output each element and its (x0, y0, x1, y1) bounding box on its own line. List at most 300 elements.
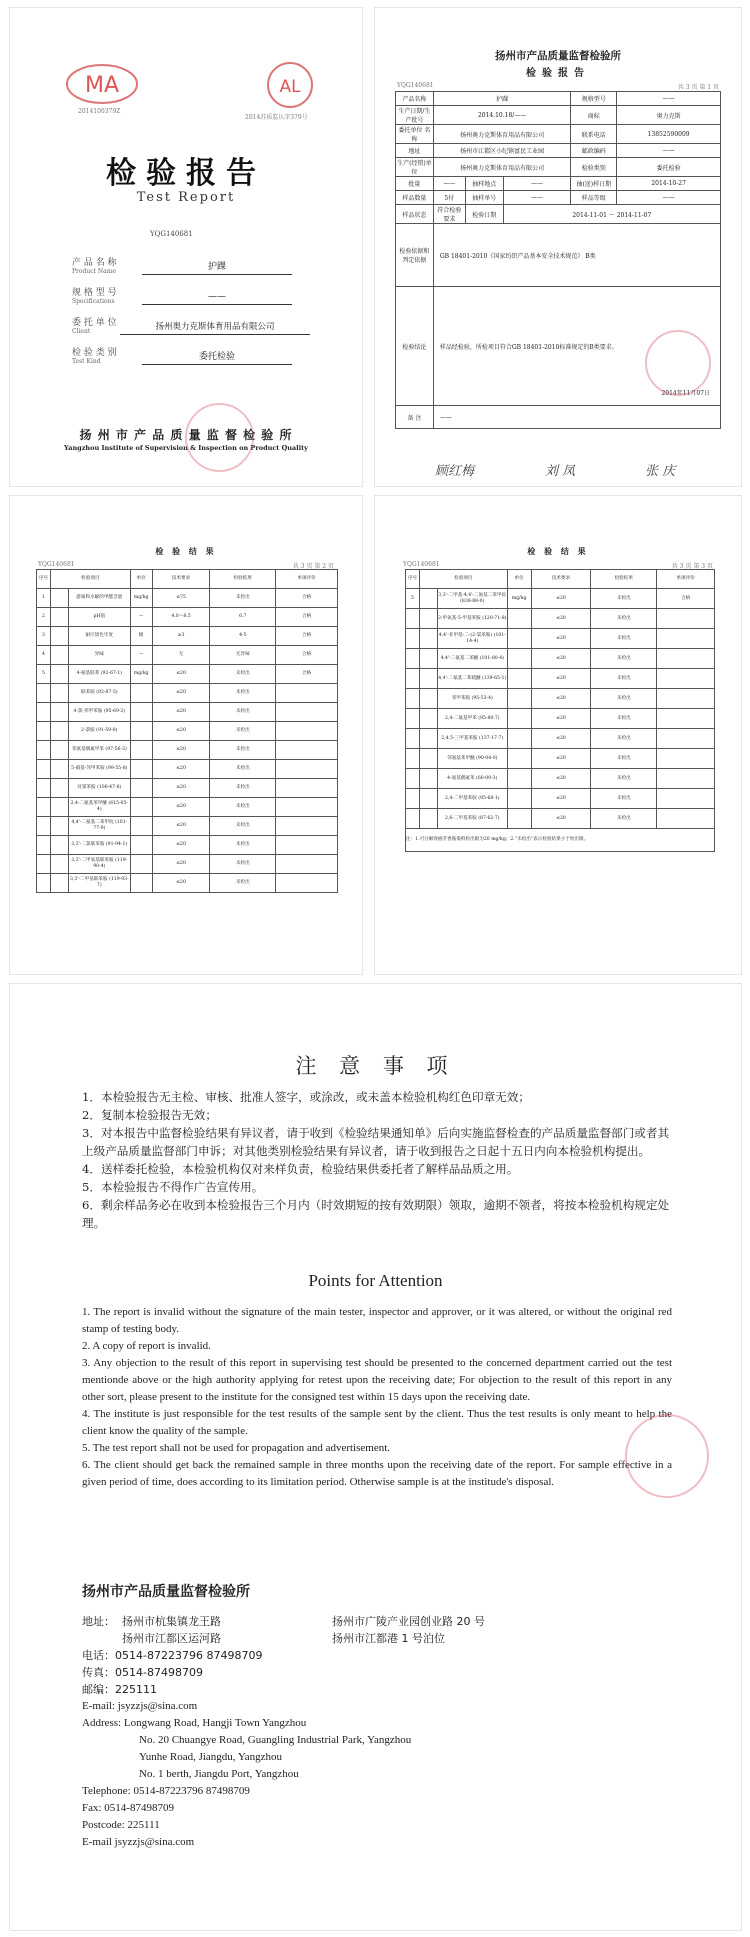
notice-page (10, 984, 741, 1930)
address-line-1 (82, 1613, 682, 1630)
cell (406, 789, 420, 809)
cell: ≤20 (152, 665, 210, 684)
cell (419, 809, 437, 829)
cell (50, 874, 68, 893)
cell: —— (433, 177, 465, 191)
cell: 4-氯-邻甲苯胺 (95-69-2) (68, 703, 130, 722)
cell: mg/kg (130, 589, 152, 608)
cell: ≤20 (531, 609, 591, 629)
cell (507, 709, 531, 729)
cell: 级 (130, 627, 152, 646)
cell (276, 874, 338, 893)
model-value: —— (142, 290, 292, 305)
red-stamp (185, 403, 254, 472)
cell (419, 689, 437, 709)
cover-page (10, 8, 362, 486)
cell (37, 703, 51, 722)
list-item: 5．本检验报告不得作广告宣传用。 (82, 1180, 264, 1194)
signature-2: 刘 凤 (545, 464, 576, 479)
cell: ≤20 (152, 855, 210, 874)
test-kind-value: 委托检验 (142, 350, 292, 365)
cell (406, 669, 420, 689)
cell: 未检出 (591, 749, 657, 769)
cell: 合格 (276, 665, 338, 684)
cell (130, 855, 152, 874)
cell: 未检出 (210, 741, 276, 760)
cell: — (130, 608, 152, 627)
cell: ≤20 (531, 809, 591, 829)
cell: 对氯苯胺 (106-47-8) (68, 779, 130, 798)
cell: 1 (37, 589, 51, 608)
postcode-cn: 邮编：225111 (82, 1683, 157, 1696)
cell (507, 769, 531, 789)
product-name-label: 产 品 名 称 Product Name (72, 258, 117, 275)
table-row (396, 144, 721, 158)
cell: 4,4'-二氨基二苯硫醚 (139-65-1) (437, 669, 507, 689)
results-page-1 (10, 496, 362, 974)
cell (276, 817, 338, 836)
table-header-row (37, 570, 338, 589)
cell (276, 703, 338, 722)
cell: 2,4-二甲基苯胺 (95-68-1) (437, 789, 507, 809)
report-no: YQG140681 (397, 82, 434, 89)
cell (507, 749, 531, 769)
cell (419, 709, 437, 729)
cell (50, 589, 68, 608)
address-1: 扬州市杭集镇龙王路 (122, 1615, 221, 1628)
cell (50, 798, 68, 817)
institute-name-en: Yangzhou Institute of Supervision & Inspection on Product Quality (64, 444, 308, 452)
cell (507, 809, 531, 829)
cell: ≤20 (531, 669, 591, 689)
table-row (37, 798, 338, 817)
results-page-2 (375, 496, 741, 974)
results-title: 检 验 结 果 (155, 546, 217, 556)
cell: 合格 (276, 646, 338, 665)
cell (130, 741, 152, 760)
cell: ≥3 (152, 627, 210, 646)
svg-text:MA: MA (84, 73, 120, 98)
header-cell: 技术要求 (152, 570, 210, 589)
cell (37, 684, 51, 703)
table-row (37, 779, 338, 798)
cell: 合格 (276, 627, 338, 646)
cell: 生产(经销)单位 (396, 158, 434, 177)
list-item: 1．本检验报告无主检、审核、批准人签字，或涂改，或未盖本检验机构红色印章无效； (82, 1090, 530, 1104)
cell: mg/kg (507, 589, 531, 609)
cell: GB 18401-2010《国家纺织产品基本安全技术规范》 B类 (433, 224, 720, 287)
cell: ≤20 (152, 874, 210, 893)
cell: ≤20 (152, 798, 210, 817)
cell: ≤20 (152, 684, 210, 703)
institute-name: 扬州市产品质量监督检验所 (82, 1584, 250, 1600)
cell: 规格型号 (571, 92, 617, 106)
cell (419, 749, 437, 769)
cell: ≤20 (531, 789, 591, 809)
cell: 2,4-二氨基甲苯 (95-80-7) (437, 709, 507, 729)
cell: 护踝 (433, 92, 571, 106)
address-en-2: No. 20 Chuangye Road, Guangling Industrial Park, Yangzhou (139, 1734, 412, 1746)
cell (50, 665, 68, 684)
cell: 抽样单号 (465, 191, 503, 205)
table-row (396, 125, 721, 144)
cell: 未检出 (591, 589, 657, 609)
list-item: 4. The institute is just responsible for the test results of the sample sent by the client. Thus the test results is only meant to help the client know the quality of the sample. (82, 1408, 672, 1437)
cell: 游离和水解的甲醛含量 (68, 589, 130, 608)
cell: 备 注 (396, 406, 434, 429)
cell: 4-氨基联苯 (92-67-1) (68, 665, 130, 684)
cell: 未检出 (210, 874, 276, 893)
table-row (406, 709, 715, 729)
cell: 耐汗渍色牢度 (68, 627, 130, 646)
cell (130, 722, 152, 741)
list-item: 5. The test report shall not be used for propagation and advertisement. (82, 1442, 391, 1454)
table-row (37, 817, 338, 836)
header-cell: 单位 (507, 570, 531, 589)
header-cell: 序号 (406, 570, 420, 589)
notice-title-en: Points for Attention (308, 1271, 443, 1290)
header-cell: 技术要求 (531, 570, 591, 589)
cell: ≤20 (152, 741, 210, 760)
cell: 生产日期/生产批号 (396, 106, 434, 125)
cell: ≤75 (152, 589, 210, 608)
cell: 4,4'-二氨基二苯醚 (101-80-4) (437, 649, 507, 669)
list-item: 1. The report is invalid without the signature of the main tester, inspector and approver, or it was altered, or without the original red stamp of testing body. (82, 1306, 672, 1335)
cell (406, 649, 420, 669)
cell (507, 669, 531, 689)
table-row (37, 627, 338, 646)
cell: 2 (37, 608, 51, 627)
list-item: 2. A copy of report is invalid. (82, 1340, 211, 1352)
table-row (406, 809, 715, 829)
cell: 5 (37, 665, 51, 684)
table-row (406, 749, 715, 769)
cell (130, 874, 152, 893)
table-row (396, 106, 721, 125)
cell: 奥力克斯 (617, 106, 721, 125)
cell: 未检出 (591, 629, 657, 649)
cell: 扬州奥力克斯体育用品有限公司 (433, 125, 571, 144)
cell (50, 836, 68, 855)
cell: 2,4,5-三甲基苯胺 (137-17-7) (437, 729, 507, 749)
postcode-en: Postcode: 225111 (82, 1819, 160, 1831)
cell: 未检出 (210, 817, 276, 836)
list-item: 3. Any objection to the result of this report in supervising test should be presented to the concerned department carried out the test mentionde above or the high authority applying for retest upon the receiving date; For objection to the result of this report in any other sort, please present to the institute for the consigned test within 15 days upon the receiving date. (82, 1357, 672, 1403)
cell (37, 779, 51, 798)
header-cell: 检验结果 (210, 570, 276, 589)
table-row (37, 836, 338, 855)
list-item: 6．剩余样品务必在收到本检验报告三个月内（时效期短的按有效期限）领取，逾期不领者，将按本检验机构规定处理。 (82, 1198, 670, 1230)
cell: 邻氨基偶氮甲苯 (97-56-3) (68, 741, 130, 760)
cell: ≤20 (152, 703, 210, 722)
signature-3: 张 庆 (645, 464, 676, 479)
cell: ≤20 (152, 836, 210, 855)
cell: 3,3'-二甲基联苯胺 (119-93-7) (68, 874, 130, 893)
cell: 联苯胺 (92-87-5) (68, 684, 130, 703)
cell: 4,4'-亚甲基-二-(2-氯苯胺) (101-14-4) (437, 629, 507, 649)
cal-logo-icon (265, 60, 315, 110)
cell (37, 760, 51, 779)
cell: 未检出 (591, 689, 657, 709)
table-row (37, 703, 338, 722)
cell (419, 729, 437, 749)
cma-code: 2014100379Z (78, 108, 121, 115)
cell: 抽(送)样日期 (571, 177, 617, 191)
table-row (37, 855, 338, 874)
cell (657, 609, 715, 629)
cell: 3,3'-二甲氧基联苯胺 (119-90-4) (68, 855, 130, 874)
table-row (37, 741, 338, 760)
cell (406, 769, 420, 789)
table-row (37, 684, 338, 703)
cell (507, 649, 531, 669)
cell: 邻氨基苯甲醚 (90-04-0) (437, 749, 507, 769)
cell: 未检出 (591, 789, 657, 809)
table-row (37, 722, 338, 741)
cell (130, 703, 152, 722)
cell (406, 809, 420, 829)
cell: 未检出 (591, 809, 657, 829)
cell: pH值 (68, 608, 130, 627)
cell: 样品数量 (396, 191, 434, 205)
cell: 异味 (68, 646, 130, 665)
cell: 符合检验要求 (433, 205, 465, 224)
cell (50, 608, 68, 627)
institute-contact (82, 1584, 682, 1851)
cell: mg/kg (130, 665, 152, 684)
cell (406, 709, 420, 729)
cell: ≤20 (152, 779, 210, 798)
cell: 抽样地点 (465, 177, 503, 191)
cell: 13852590009 (617, 125, 721, 144)
cell: 未检出 (210, 779, 276, 798)
cell: —— (433, 406, 720, 429)
table-row (406, 789, 715, 809)
cell: 未检出 (210, 836, 276, 855)
cell: 无异味 (210, 646, 276, 665)
results-page-no: 共 3 页 第 3 页 (671, 563, 713, 570)
note-cell: 注：1.可分解致癌芳香胺染料检出限为20 mg/kg；2.“未检出”表示检验结果小于检出限。 (406, 829, 715, 852)
cell (406, 749, 420, 769)
cell: — (130, 646, 152, 665)
cell: ≤20 (152, 722, 210, 741)
notice-list-en (82, 1304, 672, 1491)
cell: 未检出 (210, 684, 276, 703)
phone-cn: 电话：0514-87223796 87498709 (82, 1649, 263, 1662)
results-report-no: YQG140681 (38, 561, 75, 568)
cell: 检验依据和判定依据 (396, 224, 434, 287)
table-row (406, 729, 715, 749)
cell: 地址 (396, 144, 434, 158)
cell: ≤20 (531, 589, 591, 609)
report-title: 检验报告 (526, 68, 590, 79)
cell: 3,3'-二氯联苯胺 (91-94-1) (68, 836, 130, 855)
report-page-no: 共 3 页 第 1 页 (677, 84, 719, 91)
header-cell: 单位 (130, 570, 152, 589)
table-row (406, 669, 715, 689)
address-1b: 扬州市广陵产业园创业路 20 号 (332, 1615, 485, 1628)
fax-cn: 传真：0514-87498709 (82, 1666, 203, 1679)
report-number: YQG140681 (150, 230, 193, 238)
cell: 委托单位 名称 (396, 125, 434, 144)
cell (507, 729, 531, 749)
cell (130, 798, 152, 817)
cell (37, 874, 51, 893)
report-org: 扬州市产品质量监督检验所 (495, 50, 621, 62)
table-row (37, 665, 338, 684)
issue-date: 2014年11月07日 (661, 390, 710, 397)
list-item: 2．复制本检验报告无效； (82, 1108, 217, 1122)
cell: 2014-10-27 (617, 177, 721, 191)
cell: 合格 (276, 608, 338, 627)
cell (657, 769, 715, 789)
conclusion-text: 样品经检验，所检项目符合GB 18401-2010标准规定的B类要求。 (439, 343, 618, 351)
cell: —— (503, 191, 571, 205)
cell: 商标 (571, 106, 617, 125)
cell: 检验类别 (571, 158, 617, 177)
header-cell: 检验项目 (50, 570, 130, 589)
cell (37, 741, 51, 760)
cell (50, 855, 68, 874)
address-2b: 扬州市江都港 1 号泊位 (332, 1632, 445, 1645)
cell (276, 741, 338, 760)
cell: 未检出 (210, 665, 276, 684)
email-en: E-mail jsyzzjs@sina.com (82, 1836, 195, 1848)
cell: 产品名称 (396, 92, 434, 106)
cell: 4.0～8.5 (152, 608, 210, 627)
results-table-1 (36, 569, 338, 893)
cell (419, 769, 437, 789)
cell: 6.7 (210, 608, 276, 627)
cell (419, 609, 437, 629)
cell (507, 629, 531, 649)
cell (406, 729, 420, 749)
cell (130, 779, 152, 798)
cell: 未检出 (591, 649, 657, 669)
cell (130, 684, 152, 703)
cell (507, 689, 531, 709)
cell: 邻甲苯胺 (95-53-4) (437, 689, 507, 709)
cell (657, 669, 715, 689)
address-en-4: No. 1 berth, Jiangdu Port, Yangzhou (139, 1768, 299, 1780)
cell: 联系电话 (571, 125, 617, 144)
cell: 检验日期 (465, 205, 503, 224)
cell (657, 629, 715, 649)
cell (276, 836, 338, 855)
table-row (396, 177, 721, 191)
cover-title: 检验报告 (106, 156, 266, 191)
cell (37, 722, 51, 741)
table-header-row (406, 570, 715, 589)
cal-code: 2014苏质监认字379号 (245, 114, 308, 121)
cell: 未检出 (210, 703, 276, 722)
cell (130, 836, 152, 855)
cell (507, 609, 531, 629)
cell: 3 (37, 627, 51, 646)
email-cn: E-mail: jsyzzjs@sina.com (82, 1700, 198, 1712)
cell: —— (617, 191, 721, 205)
red-stamp (645, 330, 711, 396)
cell: 2-萘胺 (91-59-8) (68, 722, 130, 741)
address-en-1: Address: Longwang Road, Hangji Town Yangzhou (82, 1717, 307, 1729)
header-cell: 单项评价 (657, 570, 715, 589)
cell (276, 798, 338, 817)
cell (657, 709, 715, 729)
cell: 2,4-二氨基苯甲醚 (615-05-4) (68, 798, 130, 817)
product-name-value: 护踝 (142, 260, 292, 275)
cell: 2014-11-01 ～ 2014-11-07 (503, 205, 720, 224)
note-row (406, 829, 715, 852)
cell: 未检出 (210, 798, 276, 817)
cell (406, 629, 420, 649)
cell: 批量 (396, 177, 434, 191)
cell (419, 629, 437, 649)
list-item: 4．送样委托检验，本检验机构仅对来样负责，检验结果供委托者了解样品品质之用。 (82, 1162, 519, 1176)
results-title: 检 验 结 果 (527, 546, 589, 556)
address-label: 地址： (82, 1615, 115, 1628)
results-report-no: YQG140681 (403, 561, 440, 568)
cell: 扬州奥力克斯体育用品有限公司 (433, 158, 571, 177)
cell (276, 684, 338, 703)
cell: 3,3'-二甲基-4,4'-二氨基二苯甲烷 (838-88-0) (437, 589, 507, 609)
signature-1: 顾红梅 (435, 464, 475, 479)
cell (657, 809, 715, 829)
cell (50, 760, 68, 779)
table-row (37, 874, 338, 893)
table-row (396, 92, 721, 106)
cell: 邮政编码 (571, 144, 617, 158)
cell: 2014.10.18/—— (433, 106, 571, 125)
report-page (375, 8, 741, 486)
cell: —— (617, 92, 721, 106)
cell: 未检出 (591, 709, 657, 729)
client-label: 委 托 单 位 Client (72, 318, 117, 335)
cell (276, 760, 338, 779)
header-cell: 检验项目 (419, 570, 507, 589)
cell: ≤20 (152, 817, 210, 836)
table-row (406, 649, 715, 669)
svg-text:AL: AL (279, 77, 301, 97)
cell: 样品等级 (571, 191, 617, 205)
cma-logo-icon (65, 63, 140, 105)
cell (657, 789, 715, 809)
cell (507, 789, 531, 809)
cell: ≤20 (152, 760, 210, 779)
cover-subtitle: Test Report (136, 190, 236, 205)
table-row (406, 689, 715, 709)
cell: —— (503, 177, 571, 191)
table-row (37, 646, 338, 665)
cell: 5-硝基-邻甲苯胺 (99-55-8) (68, 760, 130, 779)
cell (657, 729, 715, 749)
client-value: 扬州奥力克斯体育用品有限公司 (120, 320, 310, 335)
cell: 未检出 (591, 769, 657, 789)
cell: 4,4'-二氨基二苯甲烷 (101-77-9) (68, 817, 130, 836)
cell (419, 589, 437, 609)
cell (419, 649, 437, 669)
red-stamp (625, 1414, 709, 1498)
cell (50, 703, 68, 722)
cell (50, 627, 68, 646)
cell (276, 779, 338, 798)
table-row (396, 406, 721, 429)
cell: 2-甲氧基-5-甲基苯胺 (120-71-8) (437, 609, 507, 629)
cell: ≤20 (531, 729, 591, 749)
address-line-2 (82, 1630, 682, 1647)
table-row (406, 589, 715, 609)
cell: 4-氨基偶氮苯 (60-09-3) (437, 769, 507, 789)
cell (657, 749, 715, 769)
